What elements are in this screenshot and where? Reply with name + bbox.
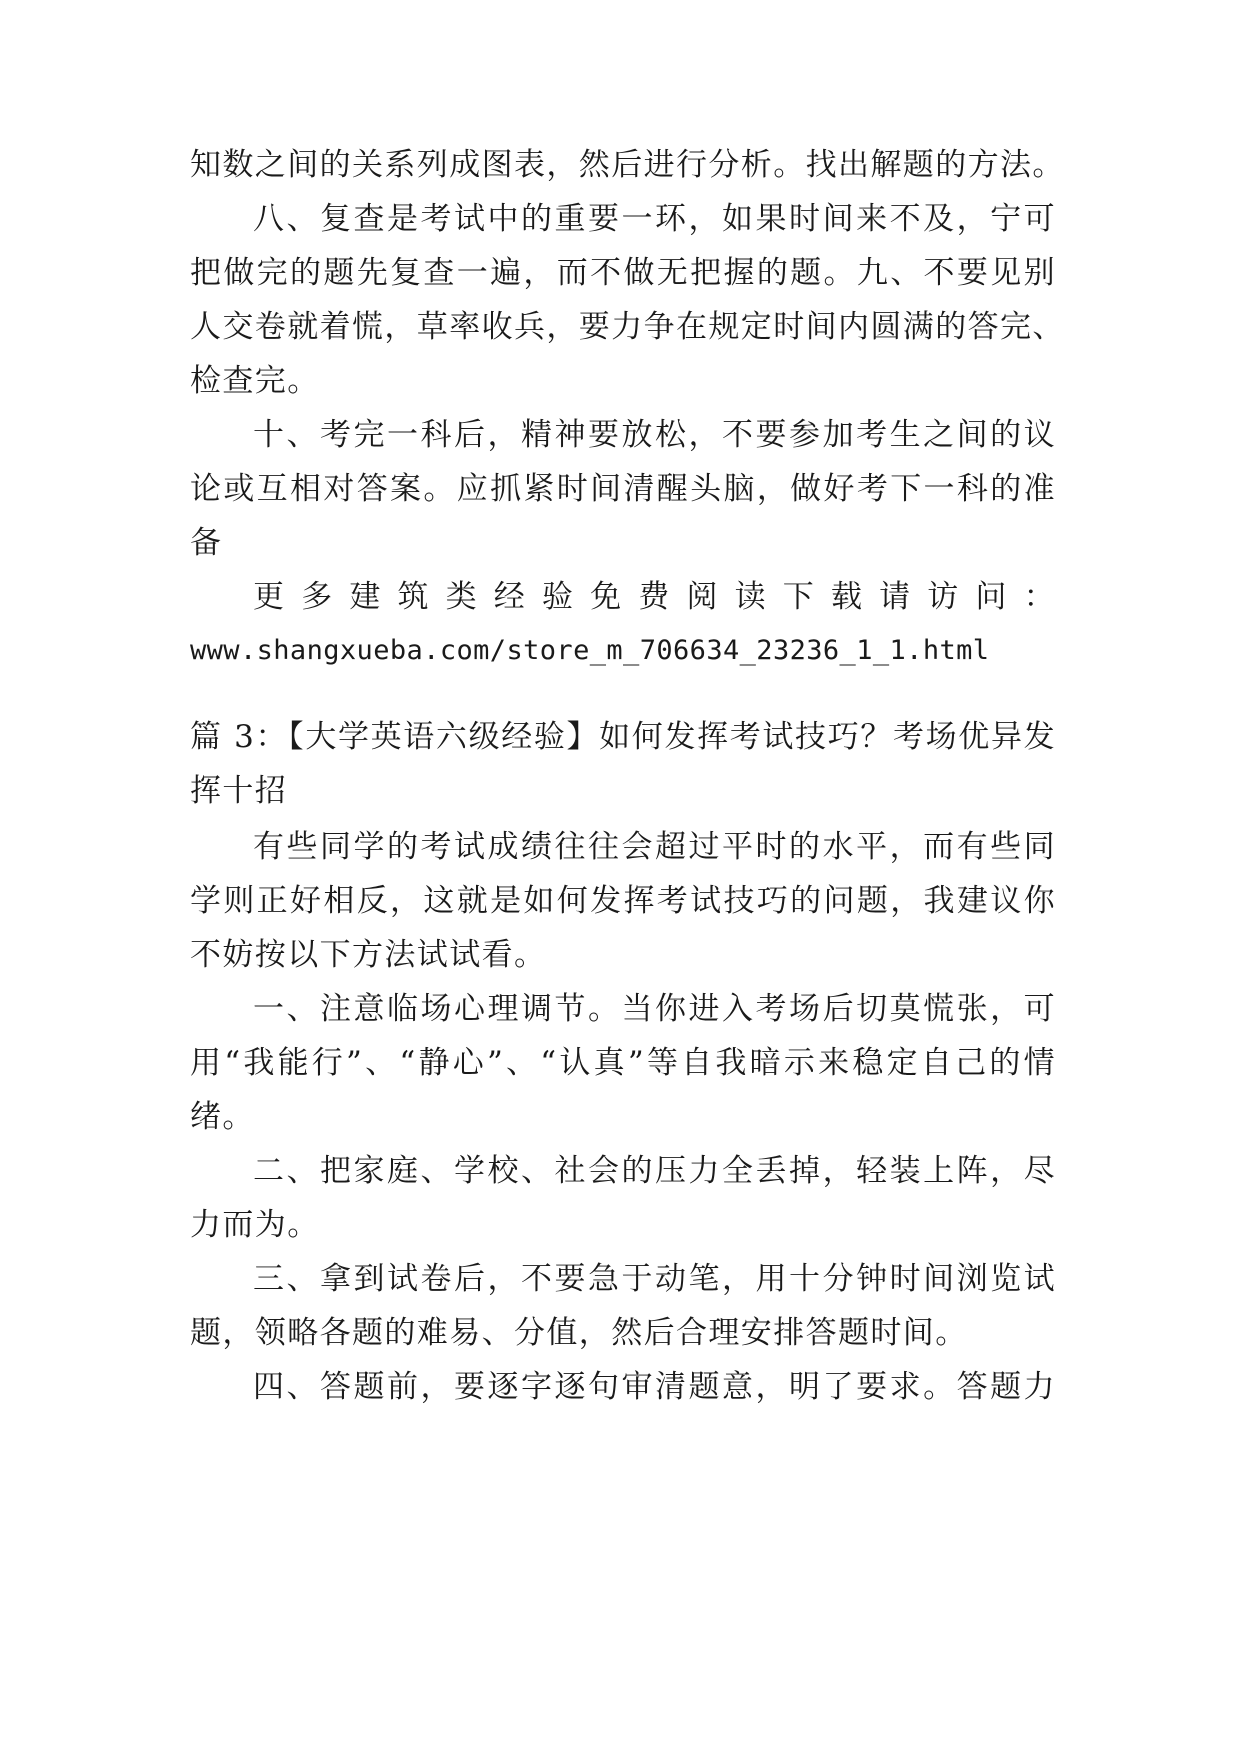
text-line: 用“我能行”、“静心”、“认真”等自我暗示来稳定自己的情 (190, 1045, 1056, 1081)
text-line: 检查完。 (190, 363, 320, 399)
text-line: 把做完的题先复查一遍，而不做无把握的题。九、不要见别 (190, 255, 1056, 291)
promo-text: 更多建筑类经验免费阅读下载请访问： (253, 579, 1056, 615)
text-line: 知数之间的关系列成图表，然后进行分析。找出解题的方法。 (190, 147, 1065, 183)
text-line: 力而为。 (190, 1207, 320, 1243)
text-line: 绪。 (190, 1099, 255, 1135)
text-line: 题，领略各题的难易、分值，然后合理安排答题时间。 (190, 1315, 968, 1351)
section-heading-continued: 挥十招 (190, 773, 288, 809)
paragraph-line: 八、复查是考试中的重要一环，如果时间来不及，宁可 (253, 201, 1056, 237)
paragraph-line: 十、考完一科后，精神要放松，不要参加考生之间的议 (253, 417, 1056, 453)
text-line: 人交卷就着慌，草率收兵，要力争在规定时间内圆满的答完、 (190, 309, 1065, 345)
text-line: 论或互相对答案。应抓紧时间清醒头脑，做好考下一科的准 (190, 471, 1056, 507)
text-line: 学则正好相反，这就是如何发挥考试技巧的问题，我建议你 (190, 883, 1056, 919)
paragraph-line: 四、答题前，要逐字逐句审清题意，明了要求。答题力 (253, 1369, 1056, 1405)
paragraph-line: 有些同学的考试成绩往往会超过平时的水平，而有些同 (253, 829, 1056, 865)
text-line: 备 (190, 525, 223, 561)
section-heading: 篇 3：【大学英语六级经验】如何发挥考试技巧？考场优异发 (190, 719, 1056, 755)
paragraph-line: 二、把家庭、学校、社会的压力全丢掉，轻装上阵，尽 (253, 1153, 1056, 1189)
text-line: 不妨按以下方法试试看。 (190, 937, 547, 973)
promo-url-link[interactable]: www.shangxueba.com/store_m_706634_23236_1_1.html (190, 635, 990, 666)
paragraph-line: 三、拿到试卷后，不要急于动笔，用十分钟时间浏览试 (253, 1261, 1056, 1297)
paragraph-line: 一、注意临场心理调节。当你进入考场后切莫慌张，可 (253, 991, 1056, 1027)
